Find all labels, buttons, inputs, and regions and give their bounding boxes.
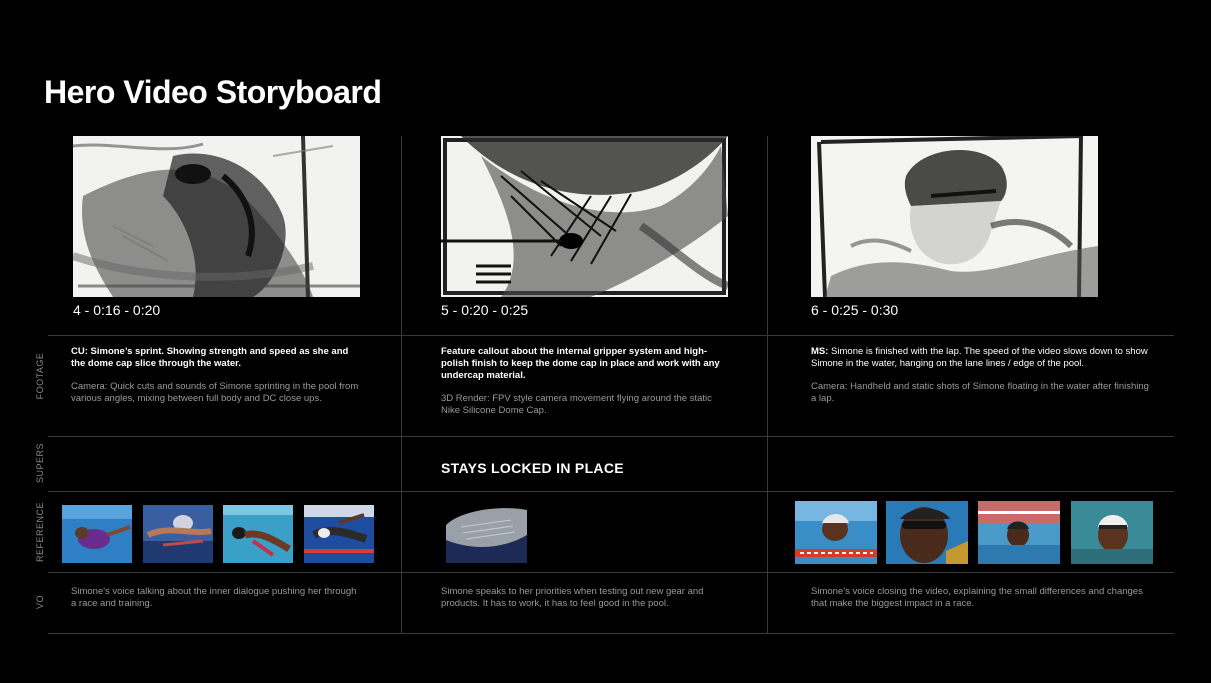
- reference-render-dome-cap: [441, 505, 529, 563]
- camera-note: Camera: Handheld and static shots of Simone floating in the water after finishing a lap.: [811, 381, 1149, 404]
- footage-description: Feature callout about the internal gripper system and high-polish finish to keep the dome cap in place and work with any undercap material.: [441, 346, 720, 381]
- row-divider: [48, 491, 1174, 492]
- timecode-scene-4: 4 - 0:16 - 0:20: [73, 302, 161, 318]
- page-title: Hero Video Storyboard: [44, 74, 382, 110]
- row-divider: [48, 572, 1174, 573]
- row-divider: [48, 633, 1174, 634]
- timecode-scene-6: 6 - 0:25 - 0:30: [811, 302, 899, 318]
- storyboard-sketch-cap-gripper: [441, 136, 728, 297]
- column-divider: [401, 136, 402, 633]
- storyboard-sketch-simone-finish: [811, 136, 1098, 297]
- reference-photo-stroke: [143, 505, 213, 563]
- voiceover-text: Simone’s voice closing the video, explaining the small differences and changes that make the biggest impact in a race.: [811, 586, 1143, 609]
- camera-note: 3D Render: FPV style camera movement flying around the static Nike Silicone Dome Cap.: [441, 393, 712, 416]
- row-divider: [48, 335, 1174, 336]
- voiceover-text: Simone's voice talking about the inner dialogue pushing her through a race and training.: [71, 586, 357, 609]
- camera-note: Camera: Quick cuts and sounds of Simone sprinting in the pool from various angles, mixing between full body and DC close ups.: [71, 381, 359, 404]
- timecode-scene-5: 5 - 0:20 - 0:25: [441, 302, 529, 318]
- footage-description: MS: Simone is finished with the lap. The speed of the video slows down to show Simone in the water, hanging on the lane lines / edge of the pool.: [811, 346, 1148, 369]
- reference-photo-freestyle: [304, 505, 374, 563]
- reference-photo-simone-goggles: [886, 501, 968, 564]
- column-divider: [767, 136, 768, 633]
- reference-photo-swimmer: [223, 505, 293, 563]
- footage-description: CU: Simone’s sprint. Showing strength and speed as she and the dome cap slice through the water.: [71, 346, 349, 369]
- storyboard-sketch-sprint: [73, 136, 360, 297]
- reference-photo-simone-pool: [978, 501, 1060, 564]
- reference-photo-simone-floating: [1071, 501, 1153, 564]
- reference-photo-simone-lane: [795, 501, 877, 564]
- super-text: STAYS LOCKED IN PLACE: [441, 460, 624, 476]
- row-divider: [48, 436, 1174, 437]
- reference-photo-underwater: [62, 505, 132, 563]
- voiceover-text: Simone speaks to her priorities when testing out new gear and products. It has to work, it has to feel good in the pool.: [441, 586, 704, 609]
